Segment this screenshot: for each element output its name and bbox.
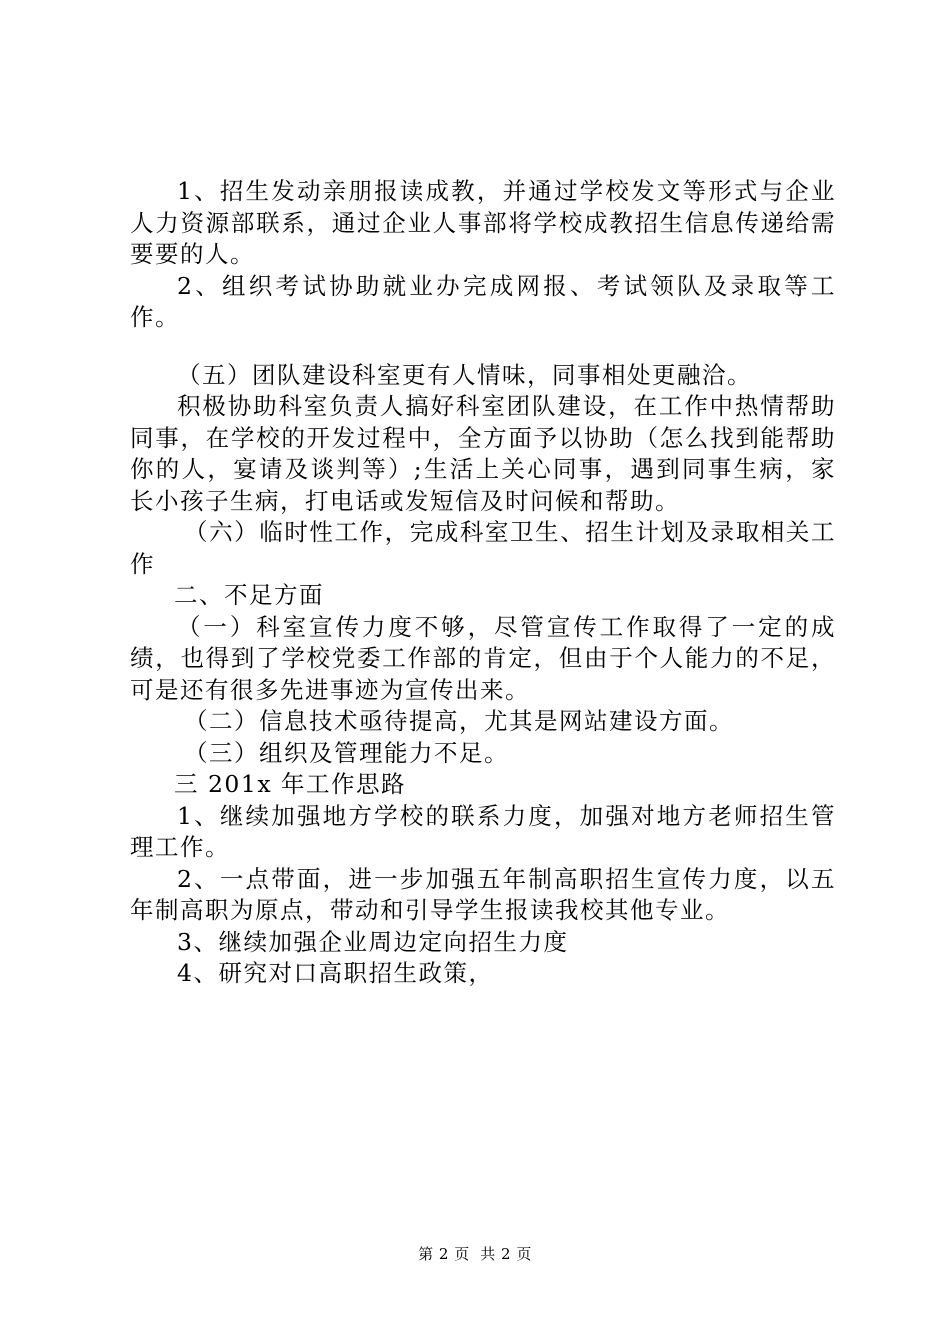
section-shortcomings-heading: 二、不足方面 — [174, 581, 324, 609]
section-temporary-work: （六）临时性工作，完成科室卫生、招生计划及录取相关工作 — [130, 518, 836, 578]
paragraph-plan-five-year: 2、一点带面，进一步加强五年制高职招生宣传力度，以五年制高职为原点，带动和引导学生报读我校其他专业。 — [130, 864, 836, 924]
paragraph-exam-organization: 2、组织考试协助就业办完成网报、考试领队及录取等工作。 — [130, 271, 836, 331]
section-work-plan-heading: 三 201x 年工作思路 — [174, 770, 407, 798]
paragraph-team-building: 积极协助科室负责人搞好科室团队建设，在工作中热情帮助同事，在学校的开发过程中，全方面予以协助（怎么找到能帮助你的人，宴请及谈判等）;生活上关心同事，遇到同事生病，家长小孩子生病，打电话或发短信及时问候和帮助。 — [130, 392, 836, 515]
paragraph-plan-local-schools: 1、继续加强地方学校的联系力度，加强对地方老师招生管理工作。 — [130, 801, 836, 861]
document-body — [130, 176, 836, 990]
section-team-building-heading: （五）团队建设科室更有人情味，同事相处更融洽。 — [177, 360, 752, 389]
paragraph-plan-policy: 4、研究对口高职招生政策， — [177, 959, 494, 987]
page-number-label: 第 2 页 共 2 页 — [418, 1245, 532, 1263]
paragraph-plan-enterprise: 3、继续加强企业周边定向招生力度 — [177, 927, 569, 956]
paragraph-recruit-relatives: 1、招生发动亲朋报读成教，并通过学校发文等形式与企业人力资源部联系，通过企业人事部将学校成教招生信息传递给需要要的人。 — [130, 177, 836, 268]
paragraph-shortcoming-management: （三）组织及管理能力不足。 — [184, 738, 509, 767]
page-footer — [0, 1244, 950, 1264]
paragraph-shortcoming-publicity: （一）科室宣传力度不够，尽管宣传工作取得了一定的成绩，也得到了学校党委工作部的肯定，但由于个人能力的不足，可是还有很多先进事迹为宣传出来。 — [130, 612, 836, 704]
paragraph-shortcoming-it: （二）信息技术亟待提高，尤其是网站建设方面。 — [184, 707, 734, 735]
